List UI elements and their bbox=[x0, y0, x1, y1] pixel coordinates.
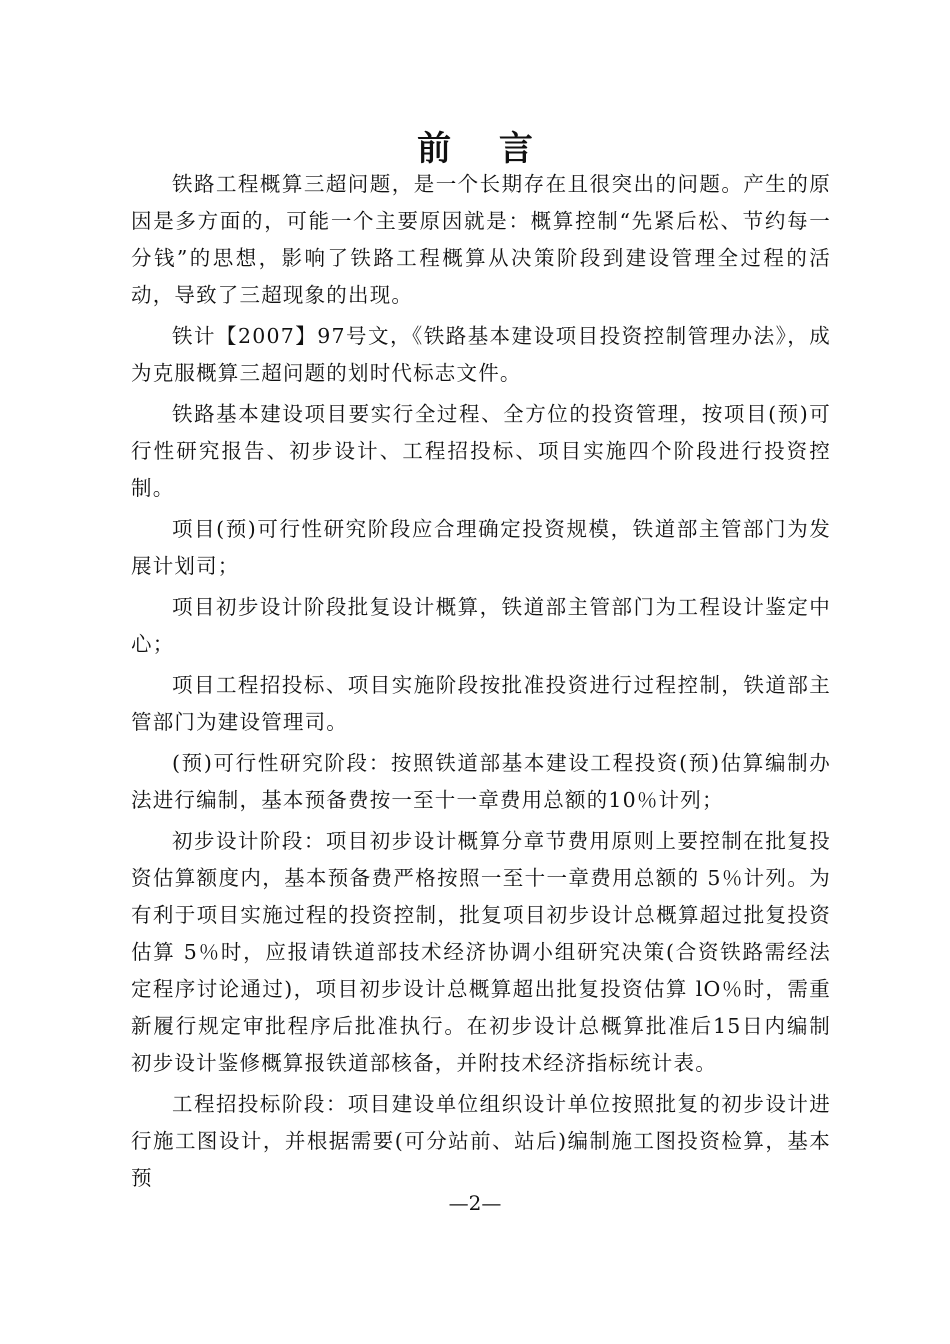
paragraph-7: (预)可行性研究阶段：按照铁道部基本建设工程投资(预)估算编制办法进行编制，基本预备费按一至十一章费用总额的10％计列； bbox=[131, 751, 831, 812]
paragraph-3: 铁路基本建设项目要实行全过程、全方位的投资管理，按项目(预)可行性研究报告、初步设计、工程招投标、项目实施四个阶段进行投资控制。 bbox=[131, 402, 831, 500]
page-number: —2— bbox=[448, 1191, 502, 1215]
paragraph-4: 项目(预)可行性研究阶段应合理确定投资规模，铁道部主管部门为发展计划司； bbox=[131, 517, 831, 578]
paragraph-5: 项目初步设计阶段批复设计概算，铁道部主管部门为工程设计鉴定中心； bbox=[131, 595, 831, 656]
body-text bbox=[131, 166, 831, 1201]
paragraph-9: 工程招投标阶段：项目建设单位组织设计单位按照批复的初步设计进行施工图设计，并根据需要(可分站前、站后)编制施工图投资检算，基本预 bbox=[131, 1092, 831, 1190]
paragraph-1: 铁路工程概算三超问题，是一个长期存在且很突出的问题。产生的原因是多方面的，可能一个主要原因就是：概算控制“先紧后松、节约每一分钱”的思想，影响了铁路工程概算从决策阶段到建设管理全过程的活动，导致了三超现象的出现。 bbox=[131, 172, 831, 307]
page-title: 前 言 bbox=[417, 128, 551, 169]
paragraph-8: 初步设计阶段：项目初步设计概算分章节费用原则上要控制在批复投资估算额度内，基本预备费严格按照一至十一章费用总额的 5％计列。为有利于项目实施过程的投资控制，批复项目初步设计总概算超过批复投资估算 5％时，应报请铁道部技术经济协调小组研究决策(合资铁路需经法定程序讨论通过)，项目初步设计总概算超出批复投资估算 lO％时，需重新履行规定审批程序后批准执行。在初步设计总概算批准后15日内编制初步设计鉴修概算报铁道部核备，并附技术经济指标统计表。 bbox=[131, 829, 831, 1075]
paragraph-2: 铁计【2007】97号文，《铁路基本建设项目投资控制管理办法》，成为克服概算三超问题的划时代标志文件。 bbox=[131, 324, 831, 385]
paragraph-6: 项目工程招投标、项目实施阶段按批准投资进行过程控制，铁道部主管部门为建设管理司。 bbox=[131, 673, 831, 734]
